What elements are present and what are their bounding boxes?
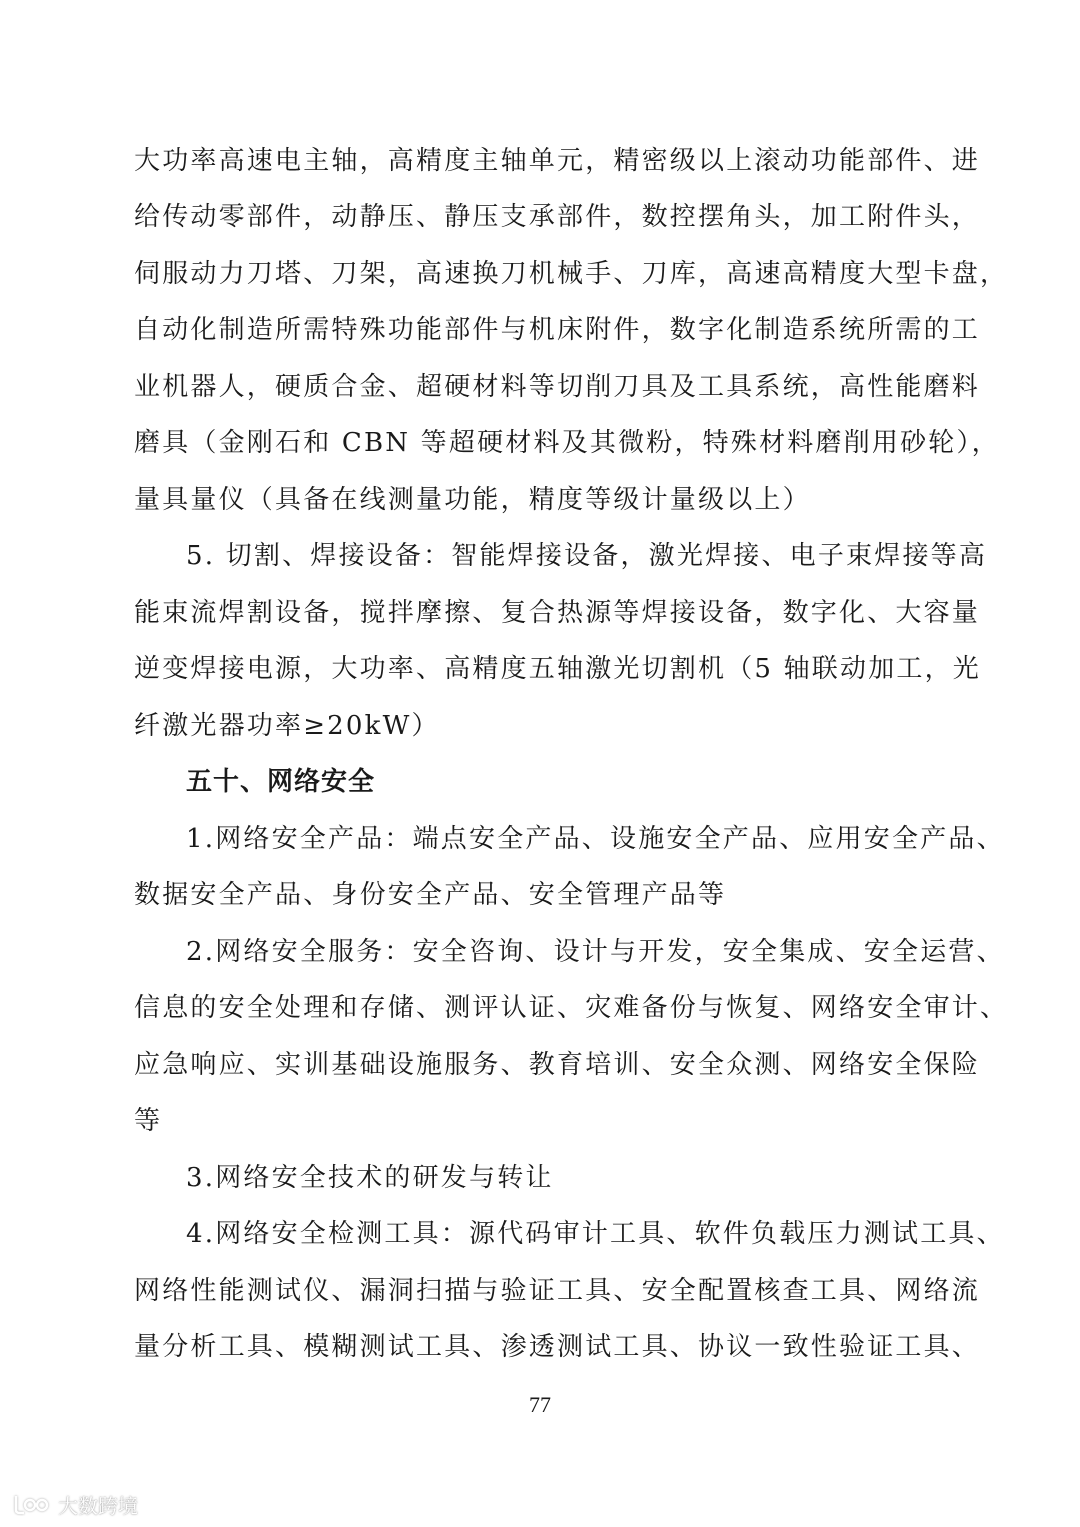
text-line: 纤激光器功率≥20kW） — [134, 711, 440, 741]
list-item-start: 4.网络安全检测工具：源代码审计工具、软件负载压力测试工具、 — [186, 1219, 1005, 1249]
text-line: 量具量仪（具备在线测量功能，精度等级计量级以上） — [134, 485, 811, 515]
text-line: 自动化制造所需特殊功能部件与机床附件，数字化制造系统所需的工 — [134, 315, 981, 345]
text-line: 给传动零部件，动静压、静压支承部件，数控摆角头，加工附件头， — [134, 202, 981, 232]
watermark — [12, 1490, 138, 1518]
page-number: 77 — [529, 1392, 551, 1417]
text-line: 网络性能测试仪、漏洞扫描与验证工具、安全配置核查工具、网络流 — [134, 1276, 981, 1306]
list-item-start: 3.网络安全技术的研发与转让 — [186, 1163, 554, 1193]
text-line: 伺服动力刀塔、刀架，高速换刀机械手、刀库，高速高精度大型卡盘， — [134, 259, 1009, 289]
text-line: 能束流焊割设备，搅拌摩擦、复合热源等焊接设备，数字化、大容量 — [134, 598, 981, 628]
text-line: 应急响应、实训基础设施服务、教育培训、安全众测、网络安全保险 — [134, 1050, 981, 1080]
text-line: 大功率高速电主轴，高精度主轴单元，精密级以上滚动功能部件、进 — [134, 146, 981, 176]
text-line: 量分析工具、模糊测试工具、渗透测试工具、协议一致性验证工具、 — [134, 1332, 981, 1362]
text-line: 数据安全产品、身份安全产品、安全管理产品等 — [134, 880, 727, 910]
text-line: 逆变焊接电源，大功率、高精度五轴激光切割机（5 轴联动加工，光 — [134, 654, 982, 684]
text-line: 磨具（金刚石和 CBN 等超硬材料及其微粉，特殊材料磨削用砂轮）， — [134, 428, 1000, 458]
section-heading: 五十、网络安全 — [186, 767, 376, 797]
list-item-start: 1.网络安全产品：端点安全产品、设施安全产品、应用安全产品、 — [186, 824, 1005, 854]
text-line: 业机器人，硬质合金、超硬材料等切削刀具及工具系统，高性能磨料 — [134, 372, 981, 402]
list-item-start: 5. 切割、焊接设备：智能焊接设备，激光焊接、电子束焊接等高 — [186, 541, 988, 571]
list-item-start: 2.网络安全服务：安全咨询、设计与开发，安全集成、安全运营、 — [186, 937, 1005, 967]
logo-mark-icon — [12, 1492, 52, 1516]
text-line: 等 — [134, 1106, 163, 1136]
text-line: 信息的安全处理和存储、测评认证、灾难备份与恢复、网络安全审计、 — [134, 993, 1009, 1023]
watermark-text: 大数跨境 — [58, 1493, 138, 1518]
